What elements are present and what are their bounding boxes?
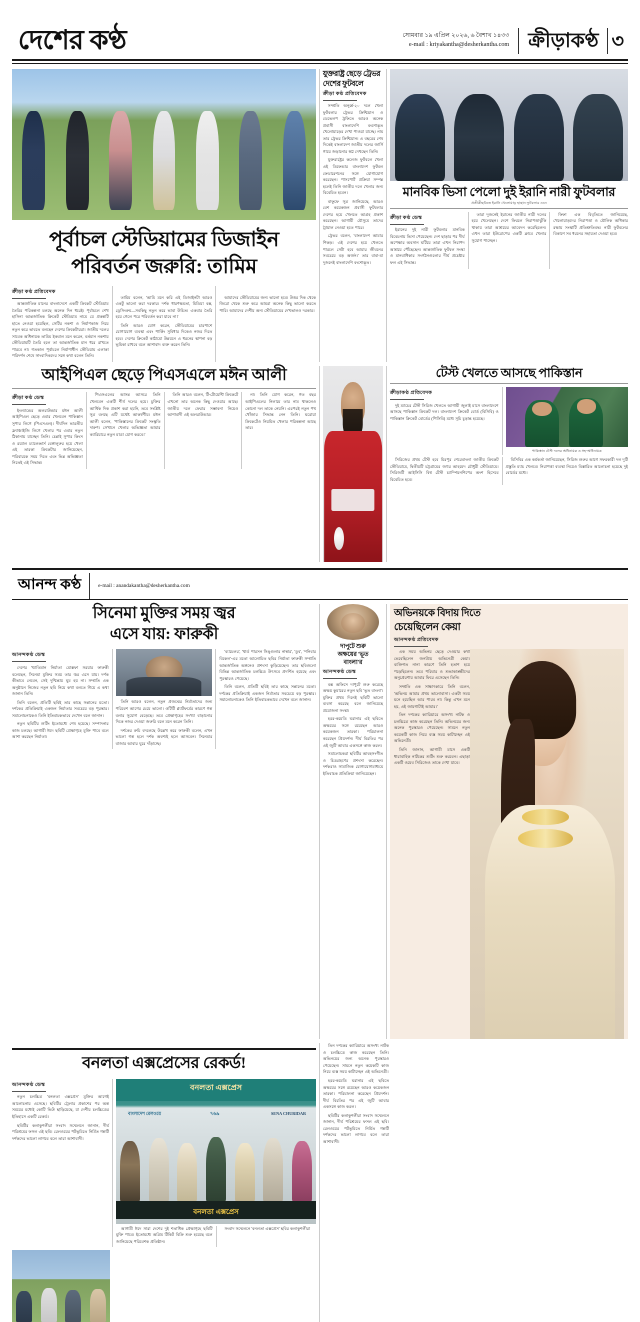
- usa-story-column: [323, 69, 383, 362]
- paragraph: 'ব্যাচেলর', 'থার্ড পারসন সিঙ্গুলার নাম্বার', 'ডুব', 'শনিবার বিকেল'-এর মতো আলোচিত ছবির নির্মাতা ফারুকী সম্প্রতি আন্তর্জাতিক অঙ্গনেও প্রশংসা কুড়িয়েছেন। তার ছবিগুলো বিভিন্ন আন্তর্জাতিক চলচ্চিত্র উৎসবে প্রদর্শিত হয়েছে এবং পুরস্কারও পেয়েছে।: [219, 649, 316, 681]
- keya-headline-line2: চেয়েছিলেন কেয়া: [393, 621, 461, 633]
- page-number: ৩: [611, 30, 624, 52]
- section-email: e-mail : kriyakantha@desherkantha.com: [408, 41, 510, 48]
- faruki-body-2: [116, 699, 213, 747]
- keya-photo-wrap: [470, 649, 624, 1039]
- banalata-photo-col: [116, 1079, 316, 1248]
- moeen-body-4: [245, 392, 316, 431]
- lead-body-columns: [12, 286, 316, 362]
- paragraph: আমাদের স্টেডিয়ামের জন্য ভালো হবে। উত্তর দিক থেকে জিরো থেকে শুরু করে আমরা অনেক কিছু ভালো করতে পারি। আমাদের দেশীয় অন্য স্টেডিয়ামের দেখভালও দরকার।: [219, 294, 316, 313]
- paragraph: না। তিনি যোগ করেন, গত বছর আইপিএলের নিলামে তার নাম থাকলেও কোনো দল তাকে নেয়নি। এরপরই নতুন পথ খোঁজার সিদ্ধান্ত নেন তিনি। ঘরোয়া ক্রিকেটেও নিয়মিত খেলার পরিকল্পনা আছে তার।: [245, 392, 316, 431]
- iran-body-2: [472, 212, 547, 245]
- pakistan-body-2: [390, 457, 499, 483]
- stadium-visit-photo: [12, 69, 316, 220]
- column-rule: [502, 387, 503, 455]
- paragraph: তারা দুজনেই ইরানের জাতীয় নারী দলের হয়ে খেলেছেন। দেশে ফিরলে নিরাপত্তাঝুঁকি থাকায় তারা আশ্রয়ের আবেদন করেছিলেন। এখন তারা ইউরোপের একটি ক্লাবে খেলার সুযোগ পাচ্ছেন।: [471, 211, 547, 243]
- section-column-rule-4: [386, 366, 387, 562]
- lead-body-1: [12, 301, 109, 360]
- entertainment-email: e-mail : anandakantha@desherkantha.com: [98, 582, 190, 589]
- moeen-col-2: [90, 392, 161, 468]
- paragraph: বিসিবির এক কর্মকর্তা জানিয়েছেন, সিরিজ শুরুর আগে সফরকারী দল দুটি প্রস্তুতি ম্যাচ খেলবে। নিরাপত্তা ব্যবস্থা নিয়েও বিস্তারিত আলোচনা হয়েছে দুই বোর্ডের মধ্যে।: [505, 457, 628, 476]
- column-rule: [164, 392, 165, 468]
- moeen-col-4: [245, 392, 316, 468]
- paragraph: তিনি আরও যোগ করেন, স্টেডিয়ামের চারপাশে যোগাযোগ ব্যবস্থা এবং পার্কিং সুবিধার দিকেও নজর দিতে হবে। দেশের ক্রিকেট কাঠামো উন্নয়নে এ ধরনের স্থাপনা বড় ভূমিকা রাখবে বলে আশাবাদ ব্যক্ত করেন তিনি।: [115, 322, 213, 348]
- akshay-story-column: [323, 604, 383, 1039]
- paragraph: ইংল্যান্ডের অলরাউন্ডার মঈন আলী আইপিএল ছেড়ে এবার খেলবেন পাকিস্তান সুপার লিগে (পিএসএল)। দীর্ঘদিন ভারতীয় ফ্র্যাঞ্চাইজি লিগে খেলার পর এবার নতুন ঠিকানায় যাচ্ছেন তিনি। চেন্নাই সুপার কিংস ও রয়্যাল চ্যালেঞ্জার্স বেঙ্গালুরুর হয়ে খেলা এই তারকা ক্রিকেটার জানিয়েছেন, পরিবারকে সময় দিতে এবং ভিন্ন অভিজ্ঞতা নিতেই এই সিদ্ধান্ত।: [12, 407, 83, 466]
- paragraph: তিন দশকের ক্যারিয়ারে অসংখ্য নাটক ও চলচ্চিত্রে কাজ করেছেন তিনি। অভিনয়ের জন্য অনেক পুরস্কারও পেয়েছেন। সামনে নতুন কয়েকটি কাজ নিয়ে ব্যস্ত সময় কাটাচ্ছেন এই অভিনেত্রী।: [393, 712, 470, 744]
- banalata-story-column: [12, 1043, 316, 1322]
- paragraph: বক্স অফিসে দাপুটে শুরু করেছে অক্ষয় কুমারের নতুন ছবি 'ভূত বাংলা'। মুক্তির প্রথম দিনেই ছবিটি ভালো ব্যবসা করেছে বলে জানিয়েছে প্রযোজনা সংস্থা।: [322, 681, 384, 713]
- pakistan-col-2: [390, 457, 499, 485]
- column-rule: [86, 392, 87, 468]
- column-rule: [215, 286, 216, 362]
- railfans-photo: [12, 1250, 110, 1322]
- lead-headline-line2: পরিবর্তন জরুরি: তামিম: [71, 255, 257, 278]
- pakistan-photo-caption: পাকিস্তান টেস্ট দলের অধিনায়ক ও সহ-অধিনায়ক: [531, 448, 602, 453]
- moeen-col-3: [167, 392, 238, 468]
- paragraph: ফিফা এক বিবৃতিতে জানিয়েছে, খেলোয়াড়দের নিরাপত্তা ও মৌলিক অধিকার রক্ষায় সংস্থাটি প্রতিশ্রুতিবদ্ধ। নারী ফুটবলের বিকাশে সব ধরনের সহায়তা দেওয়া হবে।: [553, 211, 628, 237]
- byline-rule: [390, 399, 424, 400]
- section-column-rule-7: [319, 1043, 320, 1322]
- banalata-press-conference-photo: [116, 1079, 316, 1224]
- byline-rule: [323, 678, 357, 679]
- banalata-middle-body: [323, 1043, 389, 1145]
- pakistan-bottom-row: [390, 457, 628, 485]
- column-rule: [216, 1226, 217, 1248]
- faruki-body-3: [219, 649, 316, 703]
- paragraph: ইরানের দুই নারী ফুটবলার মানবিক বিবেচনায় ভিসা পেয়েছেন। দেশ ছাড়ার পর দীর্ঘ অপেক্ষার অবসান ঘটিয়ে তারা এখন নিরাপদ আশ্রয়ে পৌঁছেছেন। আন্তর্জাতিক ফুটবল সংস্থা ও মানবাধিকার সংগঠনগুলোর দীর্ঘ প্রচেষ্টার ফল এই সিদ্ধান্ত।: [389, 227, 465, 265]
- pakistan-top-row: [390, 387, 628, 455]
- paragraph: বাফুফে সূত্র জানিয়েছে, আরও বেশ কয়েকজন প্রবাসী ফুটবলার দেশের হয়ে খেলতে আগ্রহ প্রকাশ করেছেন। আগামী মৌসুমে তাদের ট্রায়াল নেওয়া হতে পারে।: [322, 198, 384, 230]
- akshay-portrait-photo: [327, 604, 379, 640]
- section-column-rule-2: [386, 69, 387, 362]
- paragraph: সংবাদ সম্মেলনে 'বনলতা এক্সপ্রেস' ছবির কলাকুশলীরা: [224, 1225, 311, 1231]
- entertainment-rule-thin: [12, 599, 628, 600]
- lead-col-3: [219, 286, 316, 362]
- paragraph: সিরিজের প্রথম টেস্ট হবে মিরপুর শেরেবাংলা জাতীয় ক্রিকেট স্টেডিয়ামে, দ্বিতীয়টি চট্টগ্রামের জহুর আহমেদ চৌধুরী স্টেডিয়ামে। সিরিজটি আইসিসি বিশ্ব টেস্ট চ্যাম্পিয়নশিপের অংশ হিসেবে বিবেচিত হবে।: [389, 457, 499, 482]
- faruki-body-columns: [12, 649, 316, 749]
- photo-stage-text: বনলতা এক্সপ্রেস: [193, 1208, 239, 1217]
- section-column-rule-5: [319, 604, 320, 1039]
- iran-col-3: [553, 212, 628, 269]
- faruki-headline-line2: এসে যায়: ফারুকী: [109, 625, 219, 643]
- banalata-region: [12, 1043, 628, 1322]
- paragraph: এক সময় অভিনয় ছেড়ে দেওয়ার কথা ভেবেছিলেন জনপ্রিয় অভিনেত্রী কেয়া। ব্যক্তিগত নানা কারণে তিনি হতাশ হয়ে পড়েছিলেন। তবে পরিবার ও শুভাকাঙ্ক্ষীদের অনুপ্রেরণায় আবার ফিরে এসেছেন তিনি।: [393, 649, 470, 681]
- iran-story-column: [390, 69, 628, 362]
- faruki-byline: আনন্দকণ্ঠ ডেস্ক: [12, 652, 46, 659]
- akshay-caption-line1: দাপুটে শুরু: [340, 643, 366, 651]
- iran-body-1: [390, 227, 465, 266]
- caption-rule: [390, 208, 628, 209]
- paragraph: তামিম বলেন, 'আমি মনে করি এই ডিজাইনটা আরও একটু ভালো করা দরকার। দর্শক ধারণক্ষমতা, মিডিয়া বক্স, ড্রেসিংরুম—সবকিছু নতুন করে ভাবা উচিত। একবার তৈরি হয়ে গেলে পরে পরিবর্তন করা যাবে না।': [115, 294, 213, 320]
- faruki-col-1: [12, 649, 109, 749]
- pakistan-players-photo: [506, 387, 628, 447]
- photo-banner-text: বনলতা এক্সপ্রেস: [190, 1082, 242, 1092]
- moeen-photo-column: [323, 366, 383, 562]
- keya-col-1: [394, 649, 470, 1039]
- entertainment-section-title: আনন্দ কণ্ঠ: [18, 577, 82, 594]
- iran-col-1: [390, 212, 465, 269]
- publication-date: সোমবার ১৯ এপ্রিল ২০২৬, ৬ বৈশাখ ১৪৩৩: [402, 32, 510, 40]
- masthead: [12, 14, 628, 54]
- banalata-headline: বনলতা এক্সপ্রেসের রেকর্ড!: [82, 1055, 246, 1073]
- moeen-body-2: [90, 392, 161, 438]
- lead-body-3: [219, 295, 316, 315]
- paragraph: ট্রেভর বলেন, 'বাংলাদেশ আমার শিকড়। এই দেশের হয়ে খেলতে পারলে সেটা হবে আমার জীবনের সবচেয়ে বড় অর্জন।' তার বাবা-মা দুজনেই বাংলাদেশি বংশোদ্ভূত।: [322, 233, 384, 265]
- paragraph: হরর-কমেডি ঘরানার এই ছবিতে অক্ষয়ের সঙ্গে রয়েছেন আরও কয়েকজন তারকা। পরিচালনা করেছেন প্রিয়দর্শন। দীর্ঘ বিরতির পর এই জুটি আবার একসঙ্গে কাজ করল।: [322, 716, 384, 748]
- banalata-col-3: [219, 1226, 316, 1248]
- column-rule: [112, 286, 113, 362]
- paragraph: যুক্তরাষ্ট্রের কলেজ ফুটবলে খেলা এই ডিফেন্ডার বাংলাদেশ ফুটবল ফেডারেশনের সঙ্গে যোগাযোগ করেছেন। পাসপোর্ট প্রক্রিয়া সম্পন্ন হলেই তিনি জাতীয় দলে খেলার জন্য বিবেচিত হবেন।: [322, 157, 384, 196]
- photo-sub-left: বাংলাদেশ রেলওয়ে: [128, 1110, 161, 1116]
- paragraph: নতুন চলচ্চিত্র 'বনলতা এক্সপ্রেস' মুক্তির আগেই আলোচনায় এসেছে। ছবিটির ট্রেলার প্রকাশের পর অল্প সময়ের মধ্যেই কোটি ভিউ ছাড়িয়েছে, যা দেশীয় চলচ্চিত্রের ইতিহাসে একটি রেকর্ড।: [12, 1094, 110, 1119]
- keya-body-columns: [394, 649, 624, 1039]
- column-rule: [468, 212, 469, 269]
- paragraph: নতুন ছবিটির শুটিং ইতোমধ্যে শেষ হয়েছে। সম্পাদনার কাজ চলছে। আগামী ঈদে ছবিটি প্রেক্ষাগৃহে মুক্তি পাবে বলে আশা করছেন নির্মাতা।: [12, 721, 109, 740]
- keya-story-panel: [390, 604, 628, 1039]
- byline-rule: [394, 646, 428, 647]
- faruki-story-column: [12, 604, 316, 1039]
- akshay-caption-line2: অক্ষয়ের 'ভূত: [337, 650, 369, 658]
- akshay-caption-line3: বাংলা'র: [343, 658, 363, 666]
- paragraph: দেশের খ্যাতিমান নির্মাতা মোস্তফা সরয়ার ফারুকী বলেছেন, সিনেমা মুক্তির সময় তার জ্বর এসে যায়। দর্শক কীভাবে নেবেন, সেই দুশ্চিন্তায় ঘুম হয় না। সম্প্রতি এক অনুষ্ঠানে নিজের নতুন ছবি নিয়ে কথা বলতে গিয়ে এ কথা জানান তিনি।: [12, 664, 109, 697]
- lead-story-column: [12, 69, 316, 362]
- keya-portrait-photo: [470, 649, 624, 1039]
- paragraph: সম্প্রতি অনূর্ধ্ব-২০ দলে খেলা ফুটবলার ট্রেভর ক্রিশ্চিয়ান ও ডেভেলপ ট্রফিতে আরও অনেক প্রবাসী বাংলাদেশি বংশোদ্ভূত খেলোয়াড়ের দেখা পাওয়া যাচ্ছে। নাম তার ট্রেভর ক্রিশ্চিয়ান। এ বছরের শেষ দিকেই বাংলাদেশ জাতীয় দলের জার্সি গায়ে জড়ানোর স্বপ্ন দেখছেন তিনি।: [322, 103, 384, 154]
- banalata-body-2: [116, 1226, 213, 1246]
- masthead-dateblock: [403, 32, 519, 50]
- iran-body-columns: [390, 212, 628, 269]
- keya-headline-line1: অভিনয়কে বিদায় দিতে: [393, 608, 481, 620]
- moeen-story-column: [12, 366, 316, 562]
- banalata-byline: আনন্দকণ্ঠ ডেস্ক: [12, 1081, 46, 1088]
- paragraph: তিনি আরও বলেন, টি-টোয়েন্টি ক্রিকেটে এখনো তার অনেক কিছু দেওয়ার আছে। জাতীয় দলে ফেরার সম্ভাবনা নিয়েও আশাবাদী এই অলরাউন্ডার।: [167, 392, 239, 418]
- pakistan-rule: [390, 383, 628, 384]
- sports-bottom-region: [12, 366, 628, 562]
- akshay-byline: আনন্দকণ্ঠ ডেস্ক: [322, 669, 356, 676]
- pakistan-body-3: [506, 457, 628, 477]
- paragraph: ছবিটির কলাকুশলীরা সংবাদ সম্মেলনে জানান, দীর্ঘ পরিশ্রমের ফসল এই ছবি। রেলওয়ের পটভূমিতে নির্মিত গল্পটি দর্শকদের ভালো লাগবে বলে তারা আশাবাদী।: [323, 1112, 389, 1144]
- usa-body: [323, 103, 383, 266]
- faruki-portrait-photo: [116, 649, 213, 696]
- masthead-rule: [12, 59, 628, 61]
- paragraph: সমালোচকরা ছবিটির আবহসংগীত ও চিত্রগ্রহণের প্রশংসা করেছেন। দর্শকরাও সামাজিক যোগাযোগমাধ্যমে ইতিবাচক প্রতিক্রিয়া জানিয়েছেন।: [322, 751, 384, 776]
- byline-rule: [323, 100, 357, 101]
- byline-rule: [390, 224, 424, 225]
- faruki-body-1: [12, 665, 109, 741]
- banalata-col-1: [12, 1079, 109, 1248]
- women-footballers-photo: [390, 69, 628, 181]
- column-rule: [215, 649, 216, 749]
- column-rule: [549, 212, 550, 269]
- keya-byline: আনন্দকণ্ঠ প্রতিবেদক: [393, 636, 439, 643]
- iran-caption-sub: প্রতীকীছবিতে ইরানি খেলোয়াড় হাছান ফুটবলার এনে: [471, 201, 547, 206]
- entertainment-top-region: [12, 604, 628, 1039]
- column-rule: [241, 392, 242, 468]
- entertainment-section-rule: [12, 568, 628, 570]
- usa-headline-line1: যুক্তরাষ্ট্র ছেড়ে ট্রেভর: [322, 68, 381, 78]
- banalata-middle-column: [323, 1043, 389, 1322]
- paragraph: তিন দশকের ক্যারিয়ারে অসংখ্য নাটক ও চলচ্চিত্রে কাজ করেছেন তিনি। অভিনয়ের জন্য অনেক পুরস্কারও পেয়েছেন। সামনে নতুন কয়েকটি কাজ নিয়ে ব্যস্ত সময় কাটাচ্ছেন এই অভিনেত্রী।: [323, 1043, 389, 1075]
- pakistan-photo-wrap: [506, 387, 628, 455]
- paragraph: তিনি বলেন, প্রতিটি ছবিই তার কাছে সন্তানের মতো। দর্শকের প্রতিক্রিয়াই একজন নির্মাতার সবচেয়ে বড় পুরস্কার। সমালোচনাকেও তিনি ইতিবাচকভাবে দেখেন বলে জানান।: [12, 699, 109, 718]
- photo-sub-right: SENA CHURIDAR: [270, 1110, 306, 1116]
- lead-headline-line1: পূর্বাচল স্টেডিয়ামের ডিজাইন: [49, 228, 279, 251]
- byline-rule: [12, 298, 46, 299]
- banalata-body-3: [219, 1226, 316, 1233]
- moeen-body-columns: [12, 392, 316, 468]
- byline-rule: [12, 661, 46, 662]
- masthead-rule-thin: [12, 63, 628, 64]
- paragraph: পিএসএলের আসন্ন আসরে তিনি খেলবেন একটি শীর্ষ দলের হয়ে। চুক্তির আর্থিক দিক প্রকাশ করা হয়নি, তবে সংশ্লিষ্ট সূত্র বলছে এটি যথেষ্ট আকর্ষণীয়। মঈন আলী বলেন, 'পাকিস্তানের ক্রিকেট সংস্কৃতি দারুণ। সেখানে খেলার অভিজ্ঞতা আমার ক্যারিয়ারে নতুন মাত্রা যোগ করবে।': [89, 392, 161, 437]
- iran-byline: ক্রীড়া কণ্ঠ ডেস্ক: [389, 214, 423, 221]
- moeen-rule: [12, 388, 316, 389]
- paragraph: হরর-কমেডি ঘরানার এই ছবিতে অক্ষয়ের সঙ্গে রয়েছেন আরও কয়েকজন তারকা। পরিচালনা করেছেন প্রিয়দর্শন। দীর্ঘ বিরতির পর এই জুটি আবার একসঙ্গে কাজ করল।: [323, 1078, 389, 1110]
- moeen-ali-photo: [323, 366, 383, 562]
- section-title: ক্রীড়াকণ্ঠ: [528, 30, 599, 52]
- banalata-lower-col-1: [12, 1250, 110, 1322]
- pakistan-col-3: [506, 457, 628, 485]
- pakistan-col-1: [390, 387, 499, 455]
- usa-headline-line2: দেশের ফুটবলে: [322, 78, 364, 88]
- section-column-rule-3: [319, 366, 320, 562]
- moeen-col-1: [12, 392, 83, 468]
- banalata-col-2: [116, 1226, 213, 1248]
- faruki-col-2: [116, 649, 213, 749]
- masthead-right: [403, 28, 628, 54]
- newspaper-title: দেশের কণ্ঠ: [18, 25, 127, 55]
- entertainment-section-header: [12, 574, 628, 598]
- photo-sub-mid: ৭৬৯: [210, 1111, 220, 1117]
- moeen-body-3: [167, 392, 238, 418]
- moeen-body-1: [12, 408, 83, 467]
- usa-byline: ক্রীড়া কণ্ঠ প্রতিবেদক: [322, 90, 367, 97]
- paragraph: তিনি আরও বলেন, নতুন প্রজন্মের নির্মাতাদের জন্য পরিবেশ আগের চেয়ে ভালো। ওটিটি প্ল্যাটফর্মের কারণে গল্প বলার সুযোগ বেড়েছে। তবে প্রেক্ষাগৃহের সংখ্যা বাড়ানোর দিকে নজর দেওয়া জরুরি বলে মনে করেন তিনি।: [115, 699, 213, 725]
- iran-col-2: [472, 212, 547, 269]
- akshay-body: [323, 682, 383, 778]
- banalata-body-1: [12, 1094, 109, 1142]
- column-rule: [502, 457, 503, 485]
- banalata-lower-region: [12, 1250, 316, 1322]
- byline-rule: [12, 1091, 46, 1092]
- column-rule: [112, 1079, 113, 1248]
- byline-rule: [12, 404, 46, 405]
- section-column-rule-6: [386, 604, 387, 1039]
- paragraph: সম্প্রতি এক সাক্ষাৎকারে তিনি বলেন, 'অভিনয় আমার প্রথম ভালোবাসা। একটা সময় মনে হয়েছিল আর পারব না। কিন্তু এখন মনে হয়, এই জায়গাটাই আমার।': [393, 684, 470, 709]
- paragraph: ছবিটির কলাকুশলীরা সংবাদ সম্মেলনে জানান, দীর্ঘ পরিশ্রমের ফসল এই ছবি। রেলওয়ের পটভূমিতে নির্মিত গল্পটি দর্শকদের ভালো লাগবে বলে তারা আশাবাদী।: [12, 1122, 110, 1141]
- lead-col-1: [12, 286, 109, 362]
- moeen-headline: আইপিএল ছেড়ে পিএসএলে মঈন আলী: [41, 366, 287, 384]
- section-column-rule: [319, 69, 320, 362]
- sports-top-region: [12, 69, 628, 362]
- moeen-byline: ক্রীড়া কণ্ঠ ডেস্ক: [12, 395, 45, 402]
- banalata-under-photo: [116, 1226, 316, 1248]
- pakistan-headline: টেস্ট খেলতে আসছে পাকিস্তান: [435, 365, 583, 380]
- pakistan-body-1: [390, 403, 499, 423]
- pakistan-byline: ক্রীড়াকণ্ঠ প্রতিবেদক: [389, 390, 433, 397]
- banalata-body-columns: [12, 1079, 316, 1248]
- paragraph: তিনি জানান, আগামী মাসে একটি ধারাবাহিক নাটকের শুটিং শুরু করবেন। এছাড়া একটি ওয়েব সিরিজেও তাকে দেখা যাবে।: [393, 746, 470, 766]
- lead-col-2: [116, 286, 213, 362]
- faruki-col-3: [219, 649, 316, 749]
- iran-body-3: [553, 212, 628, 238]
- paragraph: তিনি বলেন, প্রতিটি ছবিই তার কাছে সন্তানের মতো। দর্শকের প্রতিক্রিয়াই একজন নির্মাতার সবচেয়ে বড় পুরস্কার। সমালোচনাকেও তিনি ইতিবাচকভাবে দেখেন বলে জানান।: [219, 684, 316, 703]
- pakistan-story-column: [390, 366, 628, 562]
- lead-byline: ক্রীড়া কণ্ঠ প্রতিবেদক: [12, 288, 56, 295]
- lead-body-2: [116, 295, 213, 349]
- faruki-headline-line1: সিনেমা মুক্তির সময় জ্বর: [92, 605, 236, 623]
- paragraph: দর্শকের রুচি বদলেছে উল্লেখ করে ফারুকী বলেন, এখন ভালো গল্প হলে দর্শক অবশ্যই হলে আসবেন। সিনেমার বাজার আবার ঘুরে দাঁড়াচ্ছে।: [115, 727, 213, 746]
- paragraph: আন্তর্জাতিক মানের বাংলাদেশে একটি ক্রিকেট স্টেডিয়াম তৈরির পরিকল্পনা চলছে অনেক দিন ধরেই। পূর্বাচলে শেখ হাসিনা আন্তর্জাতিক ক্রিকেট স্টেডিয়াম নামে যে প্রকল্পটি হাতে নেওয়া হয়েছিল, সেটির নকশা ও নির্মাণকাজ নিয়ে নতুন করে ভাবতে বলছেন দেশের ক্রিকেটাররা। জাতীয় দলের সাবেক অধিনায়ক তামিম ইকবাল মনে করেন, বর্তমান নকশায় স্টেডিয়ামটি তৈরি হলে তা আন্তর্জাতিক মান ধরে রাখতে পারবে না। গতকাল পূর্বাচলে নির্মাণাধীন স্টেডিয়াম এলাকা পরিদর্শন শেষে সাংবাদিকদের সঙ্গে কথা বলেন তিনি।: [12, 301, 109, 359]
- banalata-rule-top: [12, 1048, 316, 1050]
- paragraph: আগামী ঈদে সারা দেশের দুই শতাধিক প্রেক্ষাগৃহে ছবিটি মুক্তি পাবে। ইতোমধ্যে অগ্রিম টিকিট বিক্রি শুরু হয়েছে বলে জানিয়েছে পরিবেশক প্রতিষ্ঠান।: [116, 1225, 213, 1244]
- iran-caption-headline: মানবিক ভিসা পেলো দুই ইরানি নারী ফুটবলার: [402, 184, 616, 199]
- keya-body-1: [394, 649, 470, 766]
- column-rule: [112, 649, 113, 749]
- paragraph: দুই ম্যাচের টেস্ট সিরিজ খেলতে আগামী জুলাই মাসে বাংলাদেশে আসছে পাকিস্তান ক্রিকেট দল। বাংলাদেশ ক্রিকেট বোর্ড (বিসিবি) ও পাকিস্তান ক্রিকেট বোর্ডের (পিসিবি) মধ্যে সূচি চূড়ান্ত হয়েছে।: [389, 402, 499, 421]
